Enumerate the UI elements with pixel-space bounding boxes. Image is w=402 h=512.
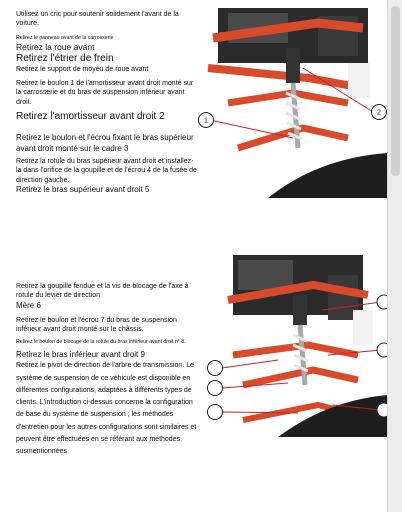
- instruction-wheel: Retirez la roue avant: [16, 41, 95, 52]
- suspension-photo-1: [198, 8, 388, 198]
- instruction-shock-2: Retirez l'amortisseur avant droit 2: [16, 111, 165, 123]
- callout-1: 1: [204, 117, 208, 125]
- instruction-jack: Utilisez un cric pour soutenir solidement l'avant de la voiture.: [16, 11, 179, 28]
- suspension-photo-2: [198, 255, 388, 437]
- instruction-body-panel: Retirez le panneau avant de la carrosserie: [16, 34, 114, 41]
- instruction-nut-6: Mère 6: [16, 300, 41, 310]
- section-2-text: [16, 282, 198, 458]
- instruction-cotter-pin: Retirez la goupille fendue et la vis de blocage de l'axe à rotule du levier de direction: [16, 283, 189, 300]
- instruction-bolt-1: Retirez le boulon 1 de l'amortisseur avant droit monté sur la carrosserie et du bras de suspension inférieur avant droit.: [16, 79, 194, 106]
- callout-2: 2: [377, 109, 381, 117]
- instruction-ball-joint-4: Retirez la rotule du bras supérieur avant droit et installez-la dans l'orifice de la goupille et de l'écrou 4 de la fusée de direction gauche.: [16, 157, 197, 184]
- instruction-caliper: Retirez l'étrier de frein: [16, 53, 114, 65]
- instruction-upper-arm-5: Retirez le bras supérieur avant droit 5: [16, 185, 150, 195]
- scrollbar-thumb[interactable]: [391, 6, 400, 176]
- section-1-text: [16, 10, 198, 196]
- instruction-lower-arm-bolt-7: Retirez le boulon et l'écrou 7 du bras de suspension inférieur avant droit monté sur le châssis.: [16, 316, 177, 334]
- instruction-lower-arm-9: Retirez le bras inférieur avant droit 9: [16, 349, 145, 359]
- instruction-hub-support: Retirez le support de moyeu de roue avant: [16, 66, 149, 74]
- vertical-scrollbar[interactable]: [387, 0, 402, 512]
- instruction-steering-knuckle-note: Retirez le pivot de direction de l'arbre de transmission. Le système de suspension de ce véhicule est disponible en différentes configurations, adaptées à différents types de clients. L'introduction ci-dessus concerne la configuration de base du système de suspension ; les méthodes d'entretien pour les autres configurations sont similaires et peuvent être effectuées en se référant aux méthodes susmentionnées.: [16, 362, 197, 456]
- instruction-lower-ball-joint-8: Retirez le boulon de blocage de la rotule du bras inférieur avant droit n° 8.: [16, 338, 186, 345]
- instruction-upper-arm-bolt-3: Retirez le boulon et l'écrou fixant le bras supérieur avant droit monté sur le cadre 3: [16, 133, 194, 153]
